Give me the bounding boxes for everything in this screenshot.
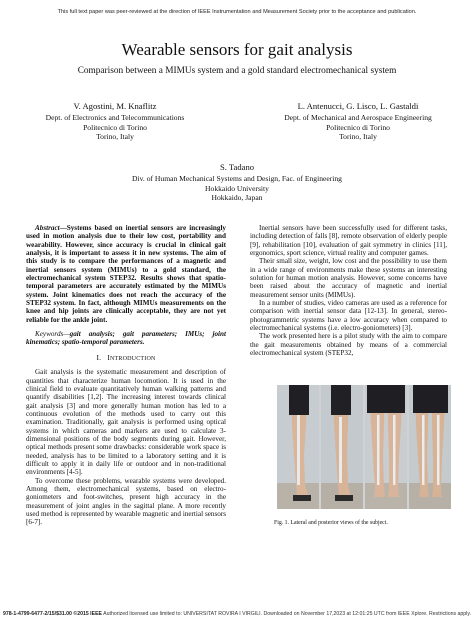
affiliation-line: Dept. of Mechanical and Aerospace Engineering [284, 113, 432, 122]
affiliation-line: Politecnico di Torino [326, 122, 390, 132]
affiliation-line: Div. of Human Mechanical Systems and Design, Fac. of Engineering [132, 174, 342, 183]
license-line: Authorized licensed use limited to: UNIVERSITAT ROVIRA I VIRGILI. Downloaded on November 17,2023 at 12:01:25 UTC from IEEE Xplore. Restrictions apply. [103, 611, 471, 617]
author-names: V. Agostini, M. Knaflitz [73, 101, 157, 111]
section-heading [26, 354, 226, 363]
keywords-label: Keywords— [35, 330, 70, 339]
subject-photo-lateral-left [277, 385, 319, 509]
affiliation-line: Politecnico di Torino [83, 122, 147, 132]
figure-caption: Fig. 1. Lateral and posterior views of the subject. [274, 520, 388, 526]
keywords [26, 330, 226, 347]
section-number: I. [96, 352, 102, 362]
abstract-text: —Systems based on inertial sensors are increasingly used in motion analysis due to their low cost, portability and wearability. However, since accuracy is crucial in clinical gait analysis, it is important to assess it in new systems. The aim of this study is to compare the performances of a magnetic and inertial sensors system (MIMUs) to a gold standard, the electromechanical system STEP32. Results shows that spatio-temporal parameters are accurately estimated by the MIMUs system. Joint kinematics does not reach the accuracy of the STEP32 system. In fact, although MIMUs measurements on the knee and hip joints are clinically acceptable, they are not yet reliable for the ankle joint. [26, 224, 226, 324]
author-block-3 [100, 161, 374, 203]
paper-subtitle: Comparison between a MIMUs system and a gold standard electromechanical system [77, 66, 397, 76]
keywords-text: gait analysis; gait parameters; IMUs; joint kinematics; spatio-temporal parameters. [26, 330, 226, 347]
author-names: L. Antenucci, G. Lisco, L. Gastaldi [297, 101, 419, 111]
body-paragraph: Gait analysis is the systematic measurement and description of quantities that characterize human locomotion. It is used in the clinical field to evaluate quantitatively human walking patterns and quantify disabilities [1,2]. The increasing interest towards clinical gait analysis [3] and more generally human motion has led to a continuous evolution of the methods used to carry out this examination. Traditionally, gait analysis is performed using optical systems in which cameras and markers are used to calculate 3-dimensional positions of the body segments during gait. However, optical methods present some drawbacks: considerable work space is needed, analysis has to be limited to a laboratory setting and it is difficult to apply it in daily life or outdoor and in non-traditional environments [4-5]. [26, 368, 226, 477]
subject-photo-posterior-detail [409, 385, 451, 509]
author-names: S. Tadano [219, 162, 255, 172]
section-title-rest: NTRODUCTION [110, 355, 156, 362]
figure-subject-photos [277, 385, 451, 509]
subject-photo-lateral-right [321, 385, 363, 509]
copyright-line: 978-1-4799-6477-2/15/$31.00 ©2015 IEEE [3, 611, 103, 617]
section-title-initial: I [107, 352, 110, 362]
affiliation-line: Dept. of Electronics and Telecommunications [45, 113, 185, 122]
subject-photo-posterior [365, 385, 407, 509]
right-column [250, 224, 447, 358]
abstract-label: Abstract [35, 224, 60, 232]
footer [0, 611, 474, 617]
body-paragraph: In a number of studies, video cameras are used as a reference for comparison with inertial sensor data [12-13]. In general, stereo-photogrammetric systems have a low accuracy when compared to electromechanical systems (i.e. electro-goniometers) [3]. [250, 299, 447, 333]
paper-title: Wearable sensors for gait analysis [121, 40, 353, 59]
body-paragraph: Their small size, weight, low cost and the possibility to use them in a wide range of environments make these systems an interesting solution for human motion analysis. However, some concerns have been raised about the accuracy of magnetic and inertial measurement sensor units (MIMUs). [250, 257, 447, 299]
body-paragraph: The work presented here is a pilot study with the aim to compare the gait measurements obtained by means of a commercial electromechanical system (STEP32, [250, 332, 447, 358]
author-block-1 [40, 100, 190, 142]
affiliation-line: Torino, Italy [339, 132, 377, 142]
body-paragraph: Inertial sensors have been successfully used for different tasks, including detection of falls [8], remote observation of elderly people [9], rehabilitation [10], evaluation of gait symmetry in clinics [11], ergonomics, sport science, virtual reality and computer games. [250, 224, 447, 258]
body-paragraph: To overcome these problems, wearable systems were developed. Among them, electromechanical systems, based on electro-goniometers and foot-switches, present high accuracy in the measurement of joint angles in the sagittal plane. A more recently used method is represented by wearable magnetic and inertial sensors [6-7]. [26, 476, 226, 527]
affiliation-line: Torino, Italy [96, 132, 134, 142]
affiliation-line: Hokkaido, Japan [211, 193, 263, 203]
abstract [26, 224, 226, 324]
left-column [26, 224, 226, 527]
peer-review-note: This full text paper was peer-reviewed at the direction of IEEE Instrumentation and Measurement Society prior to the acceptance and publication. [57, 9, 417, 15]
author-block-2 [274, 100, 442, 142]
affiliation-line: Hokkaido University [205, 183, 269, 193]
